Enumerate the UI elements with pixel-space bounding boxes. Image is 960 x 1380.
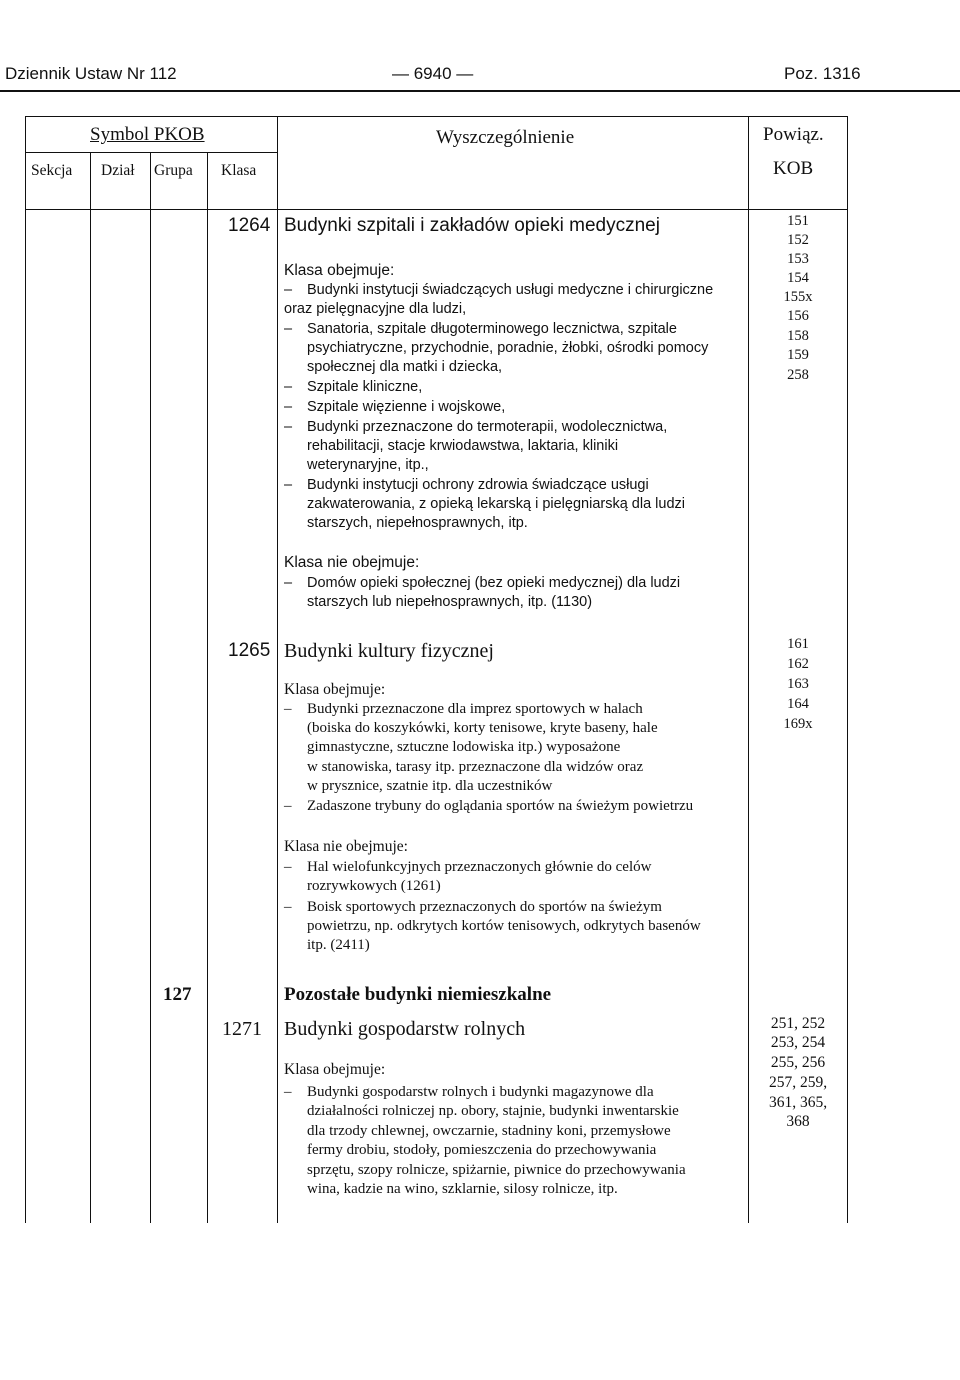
kob-code: 152 [787, 232, 809, 248]
bullet-dash: – [284, 701, 292, 717]
list-item: w stanowiska, tarasy itp. przeznaczone dla widzów oraz [307, 759, 644, 775]
class-code: 1265 [228, 640, 271, 661]
header-rule [0, 90, 960, 92]
bullet-dash: – [284, 399, 293, 415]
list-item: Zadaszone trybuny do oglądania sportów na świeżym powietrzu [307, 798, 694, 814]
position-number: Poz. 1316 [784, 64, 861, 83]
dzial-header: Dział [101, 162, 135, 179]
kob-code: 255, 256 [770, 1054, 826, 1071]
kob-code: 159 [787, 347, 809, 363]
kob-code: 156 [787, 308, 809, 324]
bullet-dash: – [284, 419, 293, 435]
kob-code: 155x [783, 289, 813, 305]
list-item: działalności rolniczej np. obory, stajnie, budynki inwentarskie [307, 1103, 679, 1119]
kob-code: 161 [787, 636, 809, 652]
sekcja-header: Sekcja [31, 162, 73, 179]
list-item: Budynki gospodarstw rolnych i budynki magazynowe dla [307, 1084, 654, 1100]
wyszczegolnienie-header: Wyszczególnienie [436, 127, 575, 148]
kob-code: 164 [787, 696, 809, 712]
col-line-grupa [207, 152, 208, 1223]
list-item: Boisk sportowych przeznaczonych do sportów na świeżym [307, 899, 662, 915]
class-code: 1271 [222, 1018, 262, 1040]
bullet-dash: – [284, 282, 293, 298]
class-title: Budynki szpitali i zakładów opieki medycznej [284, 215, 660, 236]
col-line-sekcja [90, 152, 91, 1223]
kob-code: 154 [787, 270, 809, 286]
page-number: — 6940 — [392, 64, 474, 83]
list-item: Budynki instytucji świadczących usługi medyczne i chirurgiczne [307, 282, 714, 298]
list-item: psychiatryczne, przychodnie, poradnie, żłobki, ośrodki pomocy [307, 340, 709, 356]
bullet-dash: – [284, 321, 293, 337]
klasa-header: Klasa [221, 162, 257, 179]
group-title: Pozostałe budynki niemieszkalne [284, 984, 552, 1005]
list-item: społecznej dla matki i dziecka, [307, 359, 503, 375]
kob-code: 158 [787, 328, 809, 344]
kob-code: 151 [787, 213, 809, 229]
grupa-header: Grupa [154, 162, 193, 179]
list-item: itp. (2411) [307, 937, 370, 953]
list-item: Domów opieki społecznej (bez opieki medycznej) dla ludzi [307, 575, 681, 591]
bullet-dash: – [284, 798, 292, 814]
bullet-dash: – [284, 477, 293, 493]
list-item: starszych, niepełnosprawnych, itp. [307, 515, 528, 531]
kob-code: 253, 254 [770, 1034, 826, 1051]
table-header-bottom-border [25, 209, 848, 210]
col-line-description [748, 116, 749, 1223]
list-item: rozrywkowych (1261) [307, 878, 441, 894]
bullet-dash: – [284, 899, 292, 915]
powiazanie-header: Powiąz. [763, 124, 824, 145]
includes-label: Klasa obejmuje: [284, 262, 395, 279]
list-item: weterynaryjne, itp., [307, 457, 429, 473]
symbol-pkob-header: Symbol PKOB [90, 124, 205, 145]
kob-code: 258 [787, 367, 809, 383]
group-code: 127 [163, 984, 192, 1005]
bullet-dash: – [284, 575, 293, 591]
list-item: (boiska do koszykówki, korty tenisowe, kryte baseny, hale [307, 720, 658, 736]
col-line-dzial [150, 152, 151, 1223]
list-item: dla trzody chlewnej, owczarnie, stadniny koni, przemysłowe [307, 1123, 671, 1139]
journal-title: Dziennik Ustaw Nr 112 [5, 64, 177, 83]
list-item: oraz pielęgnacyjne dla ludzi, [284, 301, 467, 317]
kob-code: 257, 259, [768, 1074, 828, 1091]
col-line-right [847, 116, 848, 1223]
kob-code: 251, 252 [770, 1015, 826, 1032]
list-item: Budynki przeznaczone dla imprez sportowych w halach [307, 701, 643, 717]
excludes-label: Klasa nie obejmuje: [284, 838, 408, 855]
kob-code: 162 [787, 656, 809, 672]
includes-label: Klasa obejmuje: [284, 1061, 386, 1078]
bullet-dash: – [284, 1084, 292, 1100]
bullet-dash: – [284, 379, 293, 395]
list-item: Budynki instytucji ochrony zdrowia świadczące usługi [307, 477, 649, 493]
kob-header: KOB [773, 158, 814, 179]
list-item: Szpitale kliniczne, [307, 379, 423, 395]
kob-code: 361, 365, [768, 1094, 828, 1111]
class-title: Budynki gospodarstw rolnych [284, 1018, 526, 1040]
list-item: fermy drobiu, stodoły, pomieszczenia do przechowywania [307, 1142, 657, 1158]
kob-code: 153 [787, 251, 809, 267]
includes-label: Klasa obejmuje: [284, 681, 386, 698]
list-item: w prysznice, szatnie itp. dla uczestników [307, 778, 553, 794]
list-item: Budynki przeznaczone do termoterapii, wodolecznictwa, [307, 419, 668, 435]
table-top-border [25, 116, 848, 117]
col-line-klasa [277, 116, 278, 1223]
list-item: zakwaterowania, z opieką lekarską i pielęgniarską dla ludzi [307, 496, 686, 512]
list-item: rehabilitacji, stacje krwiodawstwa, laktaria, kliniki [307, 438, 619, 454]
col-line-left [25, 116, 26, 1223]
list-item: Szpitale więzienne i wojskowe, [307, 399, 506, 415]
list-item: powietrzu, np. odkrytych kortów tenisowych, odkrytych basenów [307, 918, 701, 934]
bullet-dash: – [284, 859, 292, 875]
kob-code: 163 [787, 676, 809, 692]
list-item: Hal wielofunkcyjnych przeznaczonych głównie do celów [307, 859, 652, 875]
list-item: sprzętu, szopy rolnicze, spiżarnie, piwnice do przechowywania [307, 1162, 686, 1178]
list-item: starszych lub niepełnosprawnych, itp. (1130) [307, 594, 593, 610]
excludes-label: Klasa nie obejmuje: [284, 554, 420, 571]
class-title: Budynki kultury fizycznej [284, 640, 494, 662]
class-code: 1264 [228, 215, 271, 236]
list-item: gimnastyczne, sztuczne lodowiska itp.) wyposażone [307, 739, 621, 755]
kob-code: 368 [786, 1113, 810, 1130]
list-item: Sanatoria, szpitale długoterminowego lecznictwa, szpitale [307, 321, 677, 337]
list-item: wina, kadzie na wino, szklarnie, silosy rolnicze, itp. [307, 1181, 618, 1197]
kob-code: 169x [783, 716, 813, 732]
